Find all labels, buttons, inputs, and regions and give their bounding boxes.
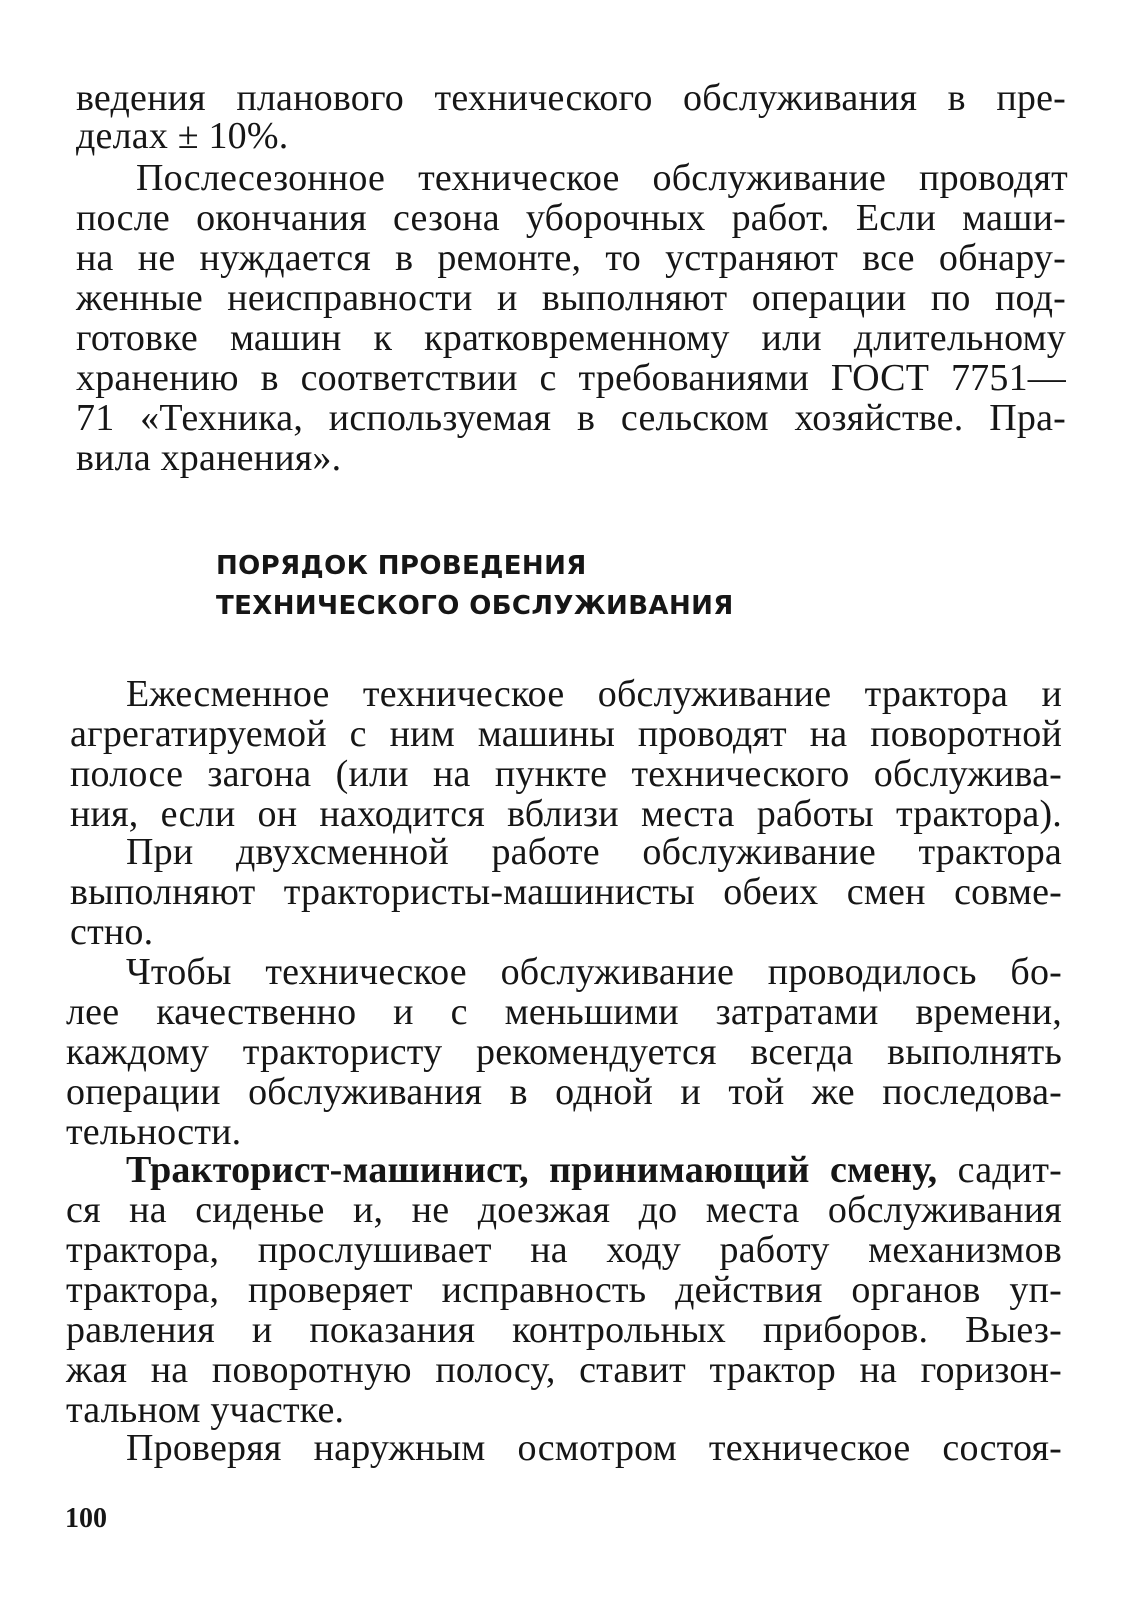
text-line: ся на сиденье и, не доезжая до места обслуживания [66,1189,1062,1231]
text-fragment: садит- [937,1149,1063,1191]
text-line: Чтобы техническое обслуживание проводилось бо- [126,951,1062,993]
text-line: готовке машин к кратковременному или длительному [76,317,1066,359]
text-line: делах ± 10%. [76,115,289,157]
page-number: 100 [65,1503,107,1534]
text-line: тальном участке. [66,1389,345,1431]
text-line: При двухсменной работе обслуживание трактора [126,831,1062,873]
text-line: трактора, прослушивает на ходу работу механизмов [66,1229,1062,1271]
text-line: ния, если он находится вблизи места работы трактора). [70,793,1062,835]
text-line: выполняют трактористы-машинисты обеих смен совме- [70,871,1062,913]
text-line: жая на поворотную полосу, ставит трактор на горизон- [66,1349,1062,1391]
text-line [126,1150,1062,1190]
text-line: равления и показания контрольных приборов. Выез- [66,1309,1062,1351]
section-heading-line: ТЕХНИЧЕСКОГО ОБСЛУЖИВАНИЯ [216,591,734,621]
text-line: ведения планового технического обслуживания в пре- [76,77,1066,119]
text-line: 71 «Техника, используемая в сельском хозяйстве. Пра- [76,397,1066,439]
text-line: каждому трактористу рекомендуется всегда выполнять [66,1031,1062,1073]
text-line: женные неисправности и выполняют операции по под- [76,277,1066,319]
text-line: тельности. [66,1111,242,1153]
section-heading-line: ПОРЯДОК ПРОВЕДЕНИЯ [216,551,587,581]
text-line: Ежесменное техническое обслуживание трактора и [126,673,1062,715]
text-line: Проверяя наружным осмотром техническое состоя- [126,1427,1062,1469]
text-line: агрегатируемой с ним машины проводят на поворотной [70,713,1062,755]
text-line: трактора, проверяет исправность действия органов уп- [66,1269,1062,1311]
text-line: вила хранения». [76,437,342,479]
text-line: после окончания сезона уборочных работ. Если маши- [76,197,1066,239]
text-line: лее качественно и с меньшими затратами времени, [66,991,1062,1033]
text-line: на не нуждается в ремонте, то устраняют все обнару- [76,237,1066,279]
text-line: полосе загона (или на пункте технического обслужива- [70,753,1062,795]
text-line: стно. [70,911,154,953]
text-line: хранению в соответствии с требованиями ГОСТ 7751— [76,357,1066,399]
text-line: операции обслуживания в одной и той же последова- [66,1071,1062,1113]
bold-lead-phrase: Тракторист-машинист, принимающий смену, [126,1149,938,1191]
text-line: Послесезонное техническое обслуживание проводят [136,157,1068,199]
